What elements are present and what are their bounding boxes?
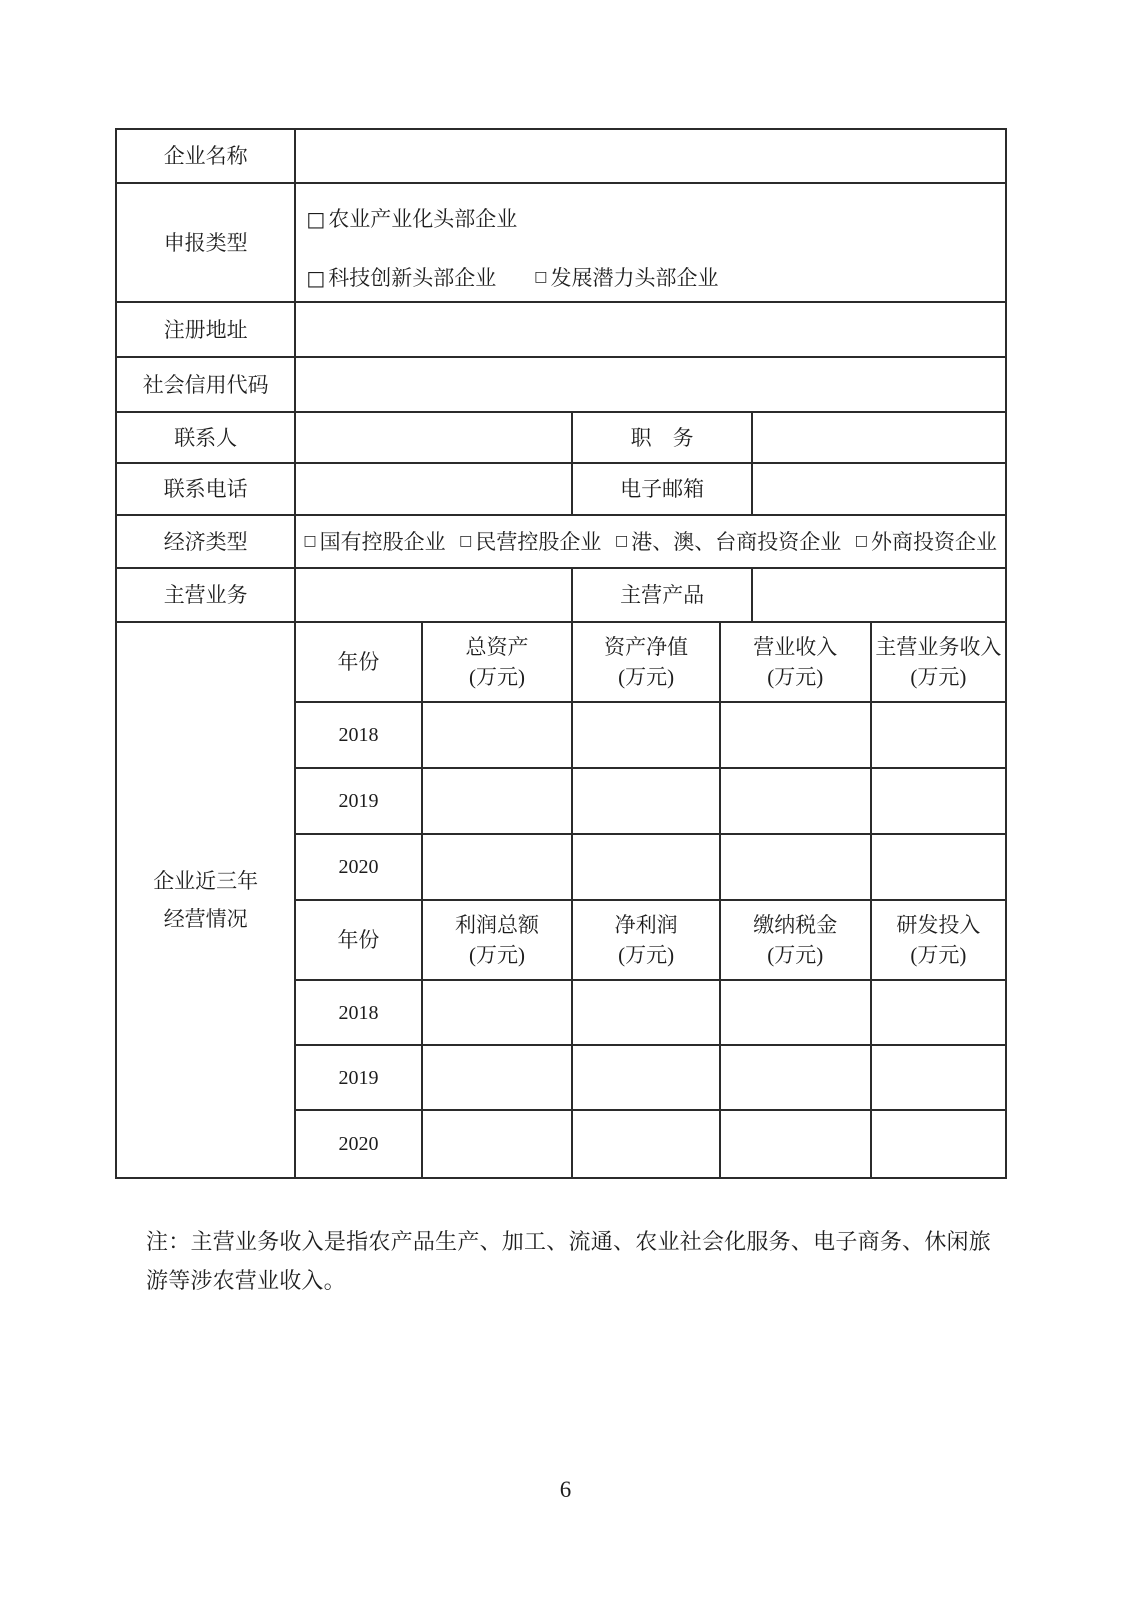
- company-name-row: [117, 130, 1005, 184]
- email-input-cell: [753, 464, 1005, 514]
- ops-data-cell: [423, 981, 574, 1044]
- checkbox-icon: □: [854, 532, 868, 549]
- net-assets-header-cell: [573, 623, 720, 701]
- rd-investment-unit: (万元): [910, 943, 967, 967]
- declaration-option-3-label: 发展潜力头部企业: [550, 266, 719, 290]
- operations-label: [117, 623, 296, 1177]
- registered-address-input-cell: [296, 303, 1005, 356]
- contact-person-label: 联系人: [117, 413, 296, 462]
- page-number: 6: [559, 1477, 572, 1502]
- year-cell: 2018: [296, 981, 422, 1044]
- economic-type-label: 经济类型: [117, 516, 296, 567]
- ops-row-2018-a: [296, 703, 1005, 769]
- ops-row-2018-b: [296, 981, 1005, 1046]
- ops-data-cell: [573, 835, 720, 899]
- checkbox-icon: □: [306, 266, 326, 290]
- economic-type-row: [117, 516, 1005, 569]
- declaration-option-1-label: 农业产业化头部企业: [328, 207, 518, 231]
- credit-code-input-cell: [296, 358, 1005, 411]
- ops-data-cell: [721, 981, 872, 1044]
- year-header-cell: 年份: [296, 623, 422, 701]
- year-header-cell-2: 年份: [296, 901, 422, 979]
- ops-data-cell: [872, 835, 1005, 899]
- ops-data-cell: [423, 1046, 574, 1109]
- economic-option-2-label: 民营控股企业: [475, 529, 602, 554]
- ops-data-cell: [573, 981, 720, 1044]
- contact-row: [117, 413, 1005, 464]
- ops-data-cell: [872, 981, 1005, 1044]
- net-profit-title: 净利润: [614, 913, 678, 937]
- tax-paid-unit: (万元): [767, 943, 824, 967]
- checkbox-icon: □: [303, 532, 317, 549]
- ops-data-cell: [721, 703, 872, 767]
- declaration-option-1: [306, 206, 517, 232]
- ops-row-2019-b: [296, 1046, 1005, 1111]
- ops-data-cell: [573, 769, 720, 833]
- checkbox-icon: □: [614, 532, 629, 549]
- year-cell: 2018: [296, 703, 422, 767]
- ops-data-cell: [872, 703, 1005, 767]
- ops-data-cell: [573, 1111, 720, 1177]
- rd-investment-header-cell: [872, 901, 1005, 979]
- ops-data-cell: [721, 1046, 872, 1109]
- ops-data-cell: [423, 1111, 574, 1177]
- phone-row: [117, 464, 1005, 516]
- net-assets-title: 资产净值: [604, 635, 689, 659]
- contact-person-input-cell: [296, 413, 573, 462]
- net-profit-header-cell: [573, 901, 720, 979]
- year-cell: 2020: [296, 1111, 422, 1177]
- year-cell: 2020: [296, 835, 422, 899]
- ops-data-cell: [423, 835, 574, 899]
- economic-type-options-cell: [296, 516, 1005, 567]
- operations-label-line1: 企业近三年: [153, 869, 259, 893]
- operating-revenue-title: 营业收入: [753, 635, 838, 659]
- economic-option-1-label: 国有控股企业: [319, 529, 446, 554]
- ops-data-cell: [872, 1111, 1005, 1177]
- main-business-input-cell: [296, 569, 573, 621]
- ops-header-row-2: [296, 901, 1005, 981]
- declaration-option-2-label: 科技创新头部企业: [328, 266, 497, 290]
- operations-row: [117, 623, 1005, 1177]
- credit-code-row: [117, 358, 1005, 413]
- contact-phone-input-cell: [296, 464, 573, 514]
- checkbox-icon: □: [459, 532, 473, 549]
- net-assets-unit: (万元): [618, 665, 675, 689]
- checkbox-icon: □: [306, 207, 326, 231]
- ops-data-cell: [423, 769, 574, 833]
- declaration-option-2: [306, 265, 496, 291]
- ops-data-cell: [721, 769, 872, 833]
- ops-header-row-1: [296, 623, 1005, 703]
- economic-option-3-label: 港、澳、台商投资企业: [631, 529, 842, 554]
- total-profit-unit: (万元): [468, 943, 525, 967]
- operating-revenue-header-cell: [721, 623, 872, 701]
- ops-data-cell: [573, 1046, 720, 1109]
- total-profit-header-cell: [423, 901, 574, 979]
- company-name-input-cell: [296, 130, 1005, 182]
- total-assets-title: 总资产: [465, 635, 529, 659]
- total-assets-unit: (万元): [468, 665, 525, 689]
- position-input-cell: [753, 413, 1005, 462]
- economic-option-4: [855, 529, 997, 555]
- main-business-label: 主营业务: [117, 569, 296, 621]
- ops-data-cell: [721, 1111, 872, 1177]
- ops-data-cell: [573, 703, 720, 767]
- net-profit-unit: (万元): [618, 943, 675, 967]
- company-name-label: 企业名称: [117, 130, 296, 182]
- position-label: 职 务: [573, 413, 752, 462]
- tax-paid-title: 缴纳税金: [753, 913, 838, 937]
- main-business-row: [117, 569, 1005, 623]
- ops-row-2019-a: [296, 769, 1005, 835]
- main-business-revenue-header-cell: [872, 623, 1005, 701]
- total-assets-header-cell: [423, 623, 574, 701]
- total-profit-title: 利润总额: [454, 913, 539, 937]
- year-cell: 2019: [296, 769, 422, 833]
- main-products-label: 主营产品: [573, 569, 752, 621]
- operating-revenue-unit: (万元): [767, 665, 824, 689]
- declaration-type-row: [117, 184, 1005, 303]
- tax-paid-header-cell: [721, 901, 872, 979]
- main-business-revenue-title: 主营业务收入: [875, 635, 1002, 659]
- credit-code-label: 社会信用代码: [117, 358, 296, 411]
- main-business-revenue-unit: (万元): [910, 665, 967, 689]
- economic-option-1: [303, 529, 445, 555]
- email-label: 电子邮箱: [573, 464, 752, 514]
- rd-investment-title: 研发投入: [896, 913, 981, 937]
- declaration-type-options-cell: [296, 184, 1005, 301]
- ops-data-cell: [721, 835, 872, 899]
- economic-option-3: [615, 529, 841, 555]
- declaration-options-line-2: [306, 265, 718, 291]
- declaration-option-3: [534, 265, 718, 291]
- checkbox-icon: □: [534, 269, 548, 285]
- ops-data-cell: [872, 769, 1005, 833]
- operations-label-line2: 经营情况: [163, 907, 248, 931]
- footnote: 注：主营业务收入是指农产品生产、加工、流通、农业社会化服务、电子商务、休闲旅游等涉农营业收入。: [146, 1229, 991, 1293]
- economic-option-2: [459, 529, 601, 555]
- application-form-table: [115, 128, 1007, 1179]
- registered-address-row: [117, 303, 1005, 358]
- economic-option-4-label: 外商投资企业: [871, 529, 997, 554]
- ops-row-2020-a: [296, 835, 1005, 901]
- ops-data-cell: [872, 1046, 1005, 1109]
- ops-data-cell: [423, 703, 574, 767]
- declaration-type-label: 申报类型: [117, 184, 296, 301]
- ops-row-2020-b: [296, 1111, 1005, 1177]
- main-products-input-cell: [753, 569, 1005, 621]
- contact-phone-label: 联系电话: [117, 464, 296, 514]
- registered-address-label: 注册地址: [117, 303, 296, 356]
- year-cell: 2019: [296, 1046, 422, 1109]
- operations-table: [296, 623, 1005, 1177]
